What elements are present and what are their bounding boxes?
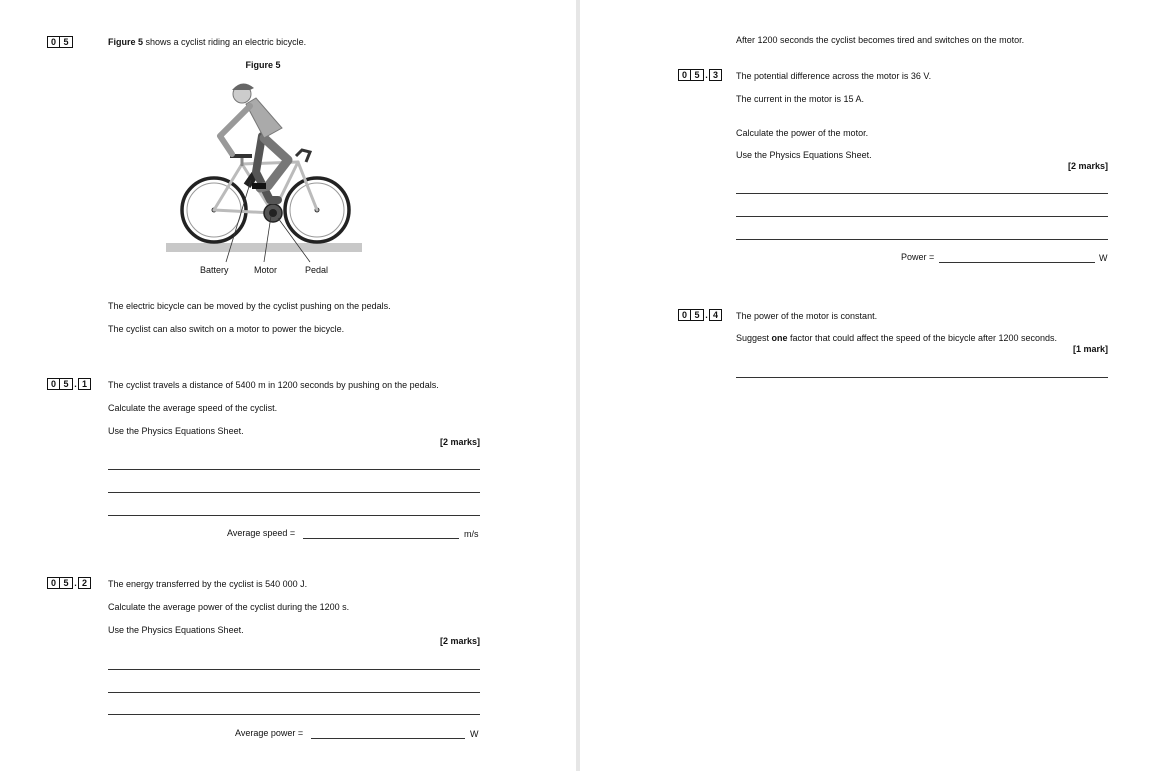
intro-rest: shows a cyclist riding an electric bicycle. xyxy=(143,37,307,47)
digit: 2 xyxy=(78,577,91,589)
digit: 0 xyxy=(47,36,60,48)
average-speed-answer-line[interactable] xyxy=(303,538,459,539)
q051-line-3: Use the Physics Equations Sheet. xyxy=(108,426,244,436)
label-pedal: Pedal xyxy=(305,265,329,275)
digit: 4 xyxy=(709,309,722,321)
q053-line-1: The potential difference across the motor is 36 V. xyxy=(736,71,932,81)
average-power-unit: W xyxy=(470,729,479,739)
ground-strip xyxy=(166,243,362,252)
question-number-05-4: 0 5 . 4 xyxy=(678,309,722,321)
average-speed-label: Average speed = xyxy=(227,528,296,538)
question-number-05-3: 0 5 . 3 xyxy=(678,69,722,81)
rider-arm xyxy=(220,106,250,154)
question-number-05 xyxy=(47,36,73,48)
q054-marks: [1 mark] xyxy=(1072,344,1108,354)
answer-line[interactable] xyxy=(108,469,480,470)
average-power-label: Average power = xyxy=(235,728,304,738)
q051-marks: [2 marks] xyxy=(439,437,480,447)
q051-line-2: Calculate the average speed of the cyclist. xyxy=(108,403,278,413)
q053-line-4: Use the Physics Equations Sheet. xyxy=(736,150,872,160)
digit: 3 xyxy=(709,69,722,81)
cyclist-figure xyxy=(160,76,370,281)
average-speed-unit: m/s xyxy=(464,529,479,539)
answer-line[interactable] xyxy=(108,515,480,516)
answer-line[interactable] xyxy=(736,193,1108,194)
q052-marks: [2 marks] xyxy=(439,636,480,646)
q054-line-2 xyxy=(736,333,1057,344)
digit: 0 xyxy=(47,577,60,589)
digit: 5 xyxy=(60,378,73,390)
digit: 0 xyxy=(678,309,691,321)
average-power-answer-line[interactable] xyxy=(311,738,465,739)
figure-ref: Figure 5 xyxy=(108,37,144,47)
answer-line[interactable] xyxy=(736,377,1108,378)
question-number-05-1: 0 5 . 1 xyxy=(47,378,91,390)
digit: 0 xyxy=(678,69,691,81)
answer-line[interactable] xyxy=(108,669,480,670)
question-05-intro xyxy=(108,37,306,48)
q052-line-2: Calculate the average power of the cyclist during the 1200 s. xyxy=(108,602,350,612)
q053-line-3: Calculate the power of the motor. xyxy=(736,128,869,138)
digit: 5 xyxy=(691,309,704,321)
power-label: Power = xyxy=(901,252,935,262)
helmet xyxy=(232,83,254,90)
label-battery: Battery xyxy=(200,265,229,275)
answer-line[interactable] xyxy=(108,692,480,693)
question-number-05-2: 0 5 . 2 xyxy=(47,577,91,589)
digit: 5 xyxy=(60,36,73,48)
exam-page-right xyxy=(580,0,1174,771)
power-answer-line[interactable] xyxy=(939,262,1095,263)
handlebar xyxy=(296,150,310,162)
digit: 5 xyxy=(691,69,704,81)
q054-emphasis: one xyxy=(771,333,788,343)
shoe xyxy=(252,183,266,189)
q052-line-1: The energy transferred by the cyclist is 540 000 J. xyxy=(108,579,308,589)
q054-line-2-pre: Suggest xyxy=(736,333,772,343)
label-motor: Motor xyxy=(254,265,278,275)
answer-line[interactable] xyxy=(736,239,1108,240)
exam-page-left xyxy=(0,0,576,771)
q054-line-1: The power of the motor is constant. xyxy=(736,311,878,321)
q051-line-1: The cyclist travels a distance of 5400 m in 1200 seconds by pushing on the pedals. xyxy=(108,380,439,390)
digit: 0 xyxy=(47,378,60,390)
q053-marks: [2 marks] xyxy=(1067,161,1108,171)
power-unit: W xyxy=(1099,253,1108,263)
answer-line[interactable] xyxy=(736,216,1108,217)
q053-line-2: The current in the motor is 15 A. xyxy=(736,94,865,104)
answer-line[interactable] xyxy=(108,492,480,493)
q052-line-3: Use the Physics Equations Sheet. xyxy=(108,625,244,635)
q054-line-2-post: factor that could affect the speed of the bicycle after 1200 seconds. xyxy=(787,333,1058,343)
figure-title: Figure 5 xyxy=(245,60,281,70)
digit: 5 xyxy=(60,577,73,589)
digit: 1 xyxy=(78,378,91,390)
q05-paragraph-1: The electric bicycle can be moved by the cyclist pushing on the pedals. xyxy=(108,301,391,311)
answer-line[interactable] xyxy=(108,714,480,715)
motor-switch-on-text: After 1200 seconds the cyclist becomes tired and switches on the motor. xyxy=(736,35,1025,45)
q05-paragraph-2: The cyclist can also switch on a motor to power the bicycle. xyxy=(108,324,345,334)
